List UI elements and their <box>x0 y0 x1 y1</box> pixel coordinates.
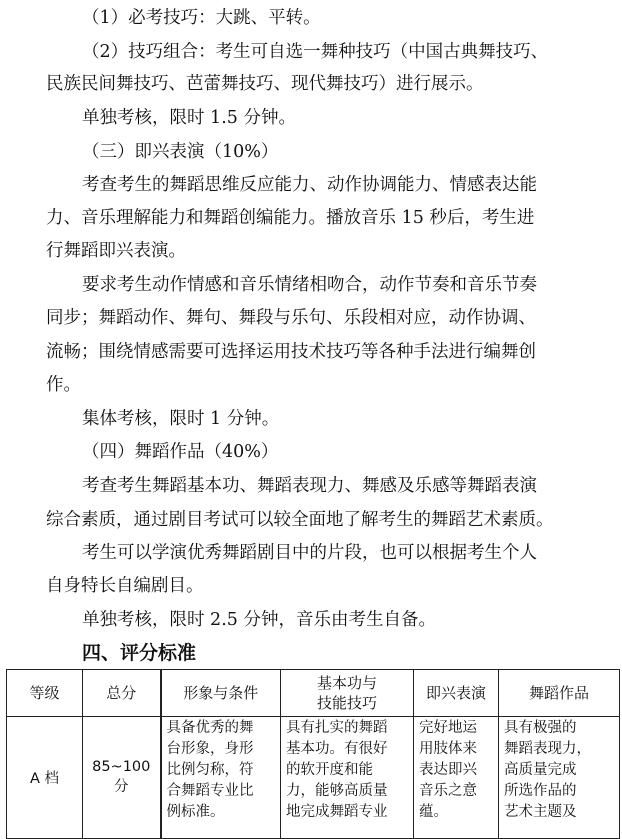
cell-score: 85~100 分 <box>83 717 161 839</box>
cell-improv: 完好地运 用肢体来 表达即兴 音乐之意 蕴。 <box>414 717 499 839</box>
paragraph-line: 作。 <box>46 375 81 395</box>
header-basics: 基本功与 技能技巧 <box>281 670 414 717</box>
paragraph-line: 行舞蹈即兴表演。 <box>46 241 186 261</box>
cell-work: 具有极强的 舞蹈表现力， 高质量完成 所选作品的 艺术主题及 <box>499 717 620 839</box>
subsection-heading-improv: （三）即兴表演（10%） <box>82 142 279 162</box>
header-work: 舞蹈作品 <box>499 670 620 717</box>
paragraph-line: 综合素质，通过剧目考试可以较全面地了解考生的舞蹈艺术素质。 <box>46 510 554 530</box>
cell-image: 具备优秀的舞 台形象，身形 比例匀称，符 合舞蹈专业比 例标准。 <box>161 717 281 839</box>
header-improv: 即兴表演 <box>414 670 499 717</box>
cell-grade: A 档 <box>7 717 83 839</box>
paragraph-line: 同步；舞蹈动作、舞句、舞段与乐句、乐段相对应，动作协调、 <box>46 308 536 328</box>
paragraph-line: 要求考生动作情感和音乐情绪相吻合，动作节奏和音乐节奏 <box>82 275 537 295</box>
paragraph-line: （2）技巧组合：考生可自选一舞种技巧（中国古典舞技巧、 <box>82 42 549 62</box>
paragraph-line: （1）必考技巧：大跳、平转。 <box>82 8 321 28</box>
header-image: 形象与条件 <box>161 670 281 717</box>
paragraph-line: 自身特长自编剧目。 <box>46 576 204 596</box>
paragraph-line: 单独考核，限时 2.5 分钟，音乐由考生自备。 <box>82 610 436 630</box>
scoring-table <box>6 669 620 839</box>
paragraph-line: 民族民间舞技巧、芭蕾舞技巧、现代舞技巧）进行展示。 <box>46 74 484 94</box>
header-score: 总分 <box>83 670 161 717</box>
table-row <box>7 717 620 839</box>
paragraph-line: 单独考核，限时 1.5 分钟。 <box>82 108 296 128</box>
table-header-row <box>7 670 620 717</box>
paragraph-line: 流畅；围绕情感需要可选择运用技术技巧等各种手法进行编舞创 <box>46 342 536 362</box>
section-heading-scoring: 四、评分标准 <box>82 642 197 664</box>
paragraph-line: 考生可以学演优秀舞蹈剧目中的片段，也可以根据考生个人 <box>82 543 537 563</box>
header-grade: 等级 <box>7 670 83 717</box>
paragraph-line: 考查考生的舞蹈思维反应能力、动作协调能力、情感表达能 <box>82 175 537 195</box>
subsection-heading-work: （四）舞蹈作品（40%） <box>82 442 279 462</box>
cell-basics: 具有扎实的舞蹈 基本功。有很好 的软开度和能 力，能够高质量 地完成舞蹈专业 <box>281 717 414 839</box>
paragraph-line: 集体考核，限时 1 分钟。 <box>82 409 280 429</box>
paragraph-line: 力、音乐理解能力和舞蹈创编能力。播放音乐 15 秒后，考生进 <box>46 208 535 228</box>
paragraph-line: 考查考生舞蹈基本功、舞蹈表现力、舞感及乐感等舞蹈表演 <box>82 476 537 496</box>
